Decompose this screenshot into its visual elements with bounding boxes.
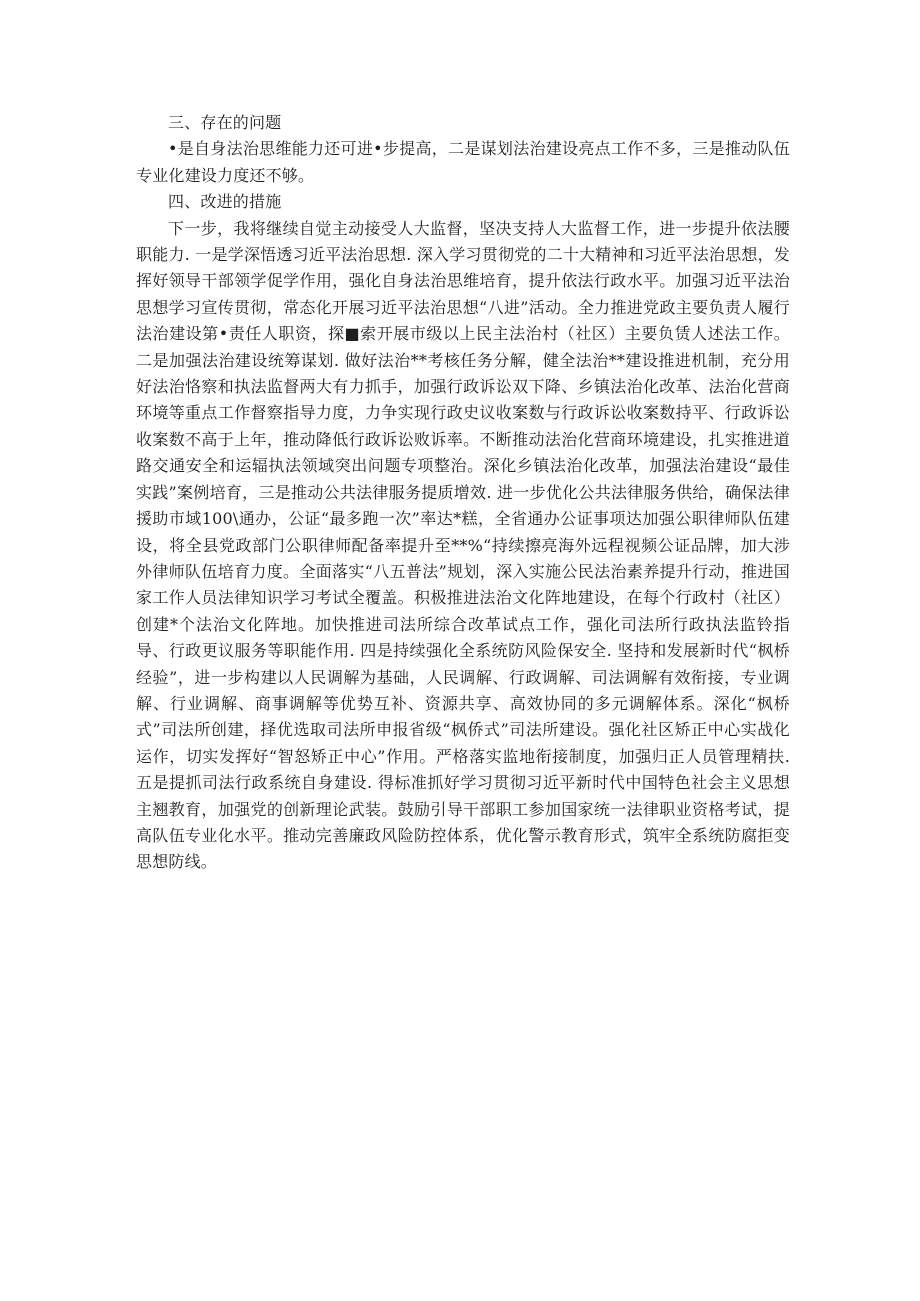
problems-paragraph: •是自身法治思维能力还可进•步提高，二是谋划法治建设亮点工作不多，三是推动队伍专业化建设力度还不够。 bbox=[136, 139, 790, 185]
section-heading-problems: 三、存在的问题 bbox=[168, 113, 282, 132]
section-heading-measures: 四、改进的措施 bbox=[168, 192, 282, 212]
document-body bbox=[136, 110, 790, 876]
measures-paragraph: 下一步，我将继续自觉主动接受人大监督，坚决支持人大监督工作，进一步提升依法腰职能力. 一是学深悟透习近平法治思想. 深入学习贯彻党的二十大精神和习近平法治思想，发挥好领导干部领学促学作用，强化自身法治思维培育，提升依法行政水平。加强习近平法治思想学习宣传贯彻，常态化开展习近平法治思想“八进”活动。全力推进党政主要负责人履行法治建设第•责任人职资，探■索开展市级以上民主法治村（社区）主要负赁人述法工作。二是加强法治建设统筹谋划. 做好法治**考核任务分解，健全法治**建设推进机制，充分用好法治恪察和执法监督两大有力抓手，加强行政诉讼双下降、乡镇法治化改革、法治化营商环境等重点工作督察指导力度，力争实现行政史议收案数与行政诉讼收案数持平、行政诉讼收案数不高于上年，推动降低行政诉讼败诉率。不断推动法治化营商环境建设，扎实推进道路交通安全和运辐执法领域突出问题专项整治。深化乡镇法治化改革，加强法治建设“最佳实践”案例培育，三是推动公共法律服务提质增效. 进一步优化公共法律服务供给，确保法律援助市域100\通办，公证“最多跑一次”率达*糕，全省通办公证事项达加强公职律师队伍建设，将全县党政部门公职律师配备率提升至**%“持续擦亮海外远程视频公证品牌，加大涉外律师队伍培育力度。全面落实“八五普法”规划，深入实施公民法治素养提升行动，推进国家工作人员法律知识学习考试全覆盖。积极推进法治文化阵地建设，在每个行政村（社区）创建*个法治文化阵地。加快推进司法所综合改革试点工作，强化司法所行政执法监铃指导、行政更议服务等职能作用. 四是持续强化全系统防风险保安全. 坚持和发展新时代“枫桥经验”，进一步构建以人民调解为基础，人民调解、行政调解、司法调解有效衔接，专业调解、行业调解、商事调解等优势互补、资源共享、高效协同的多元调解体系。深化“枫桥式”司法所创建，择优选取司法所申报省级“枫侨式”司法所建设。强化社区矫正中心实战化运作，切实发挥好“智怒矫正中心”作用。严格落实监地衔接制度，加强归正人员管理精扶. 五是提抓司法行政系统自身建设. 得标准抓好学习贯彻习近平新时代中国特色社会主义思想主翘教育，加强党的创新理论武装。鼓励引导干部职工参加国家统一法律职业资格考试，提高队伍专业化水平。推动完善廉政风险防控体系，优化警示教育形式，筑牢全系统防腐拒变思想防线。 bbox=[136, 218, 790, 872]
